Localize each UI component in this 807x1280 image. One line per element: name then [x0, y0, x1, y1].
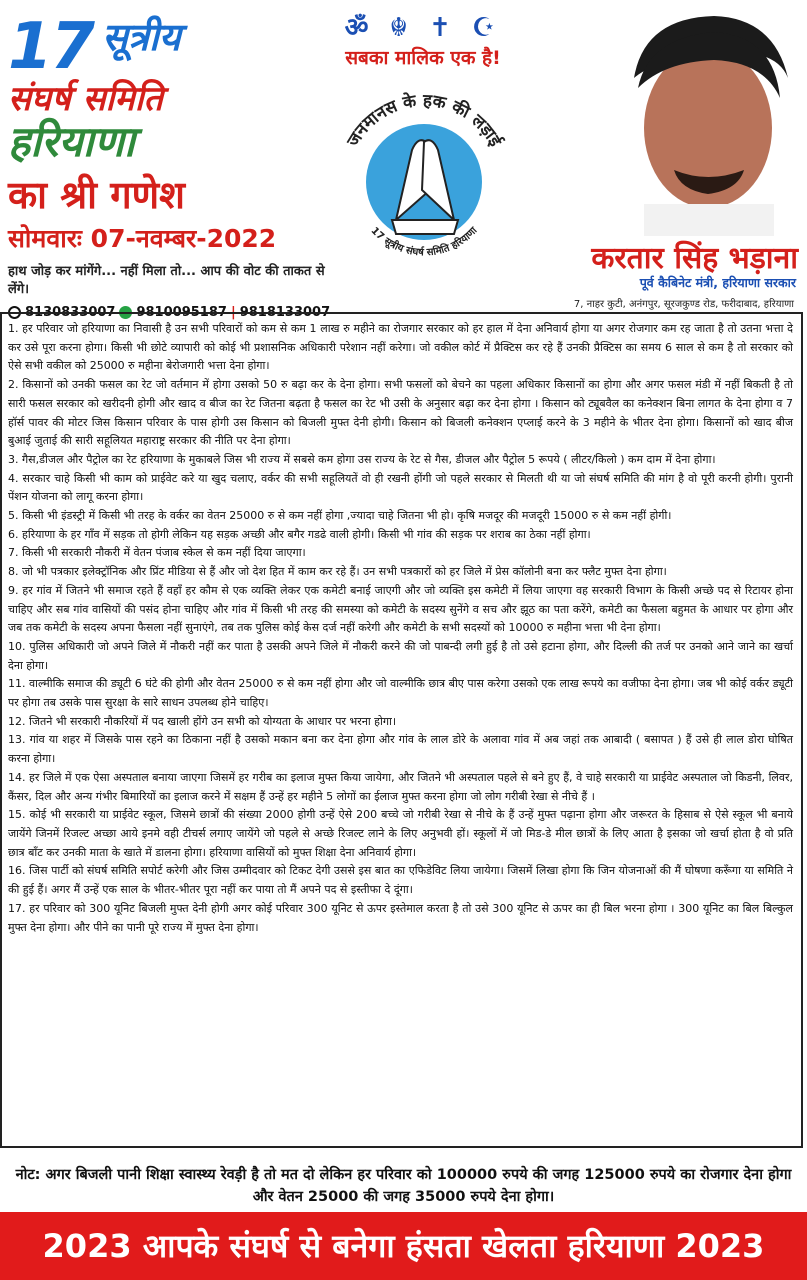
demand-point: 6. हरियाणा के हर गाँव में सड़क तो होगी लेकिन यह सड़क अच्छी और बगैर गडढे वाली होगी। किसी भी गांव की सड़क पर शराब का ठेका नहीं होगा।	[8, 527, 591, 541]
divider: |	[230, 305, 236, 320]
tagline: सबका मालिक एक है!	[345, 47, 501, 69]
demands-box	[0, 312, 803, 1148]
event-date: सोमवारः 07-नवम्बर-2022	[8, 224, 277, 253]
demand-point: 8. जो भी पत्रकार इलेक्ट्रॉनिक और प्रिंट मीडिया से हैं और जो देश हित में काम कर रहे हैं। उन सभी पत्रकारों को हर जिले में प्रेस कॉलोनी बना कर फ्लैट मुफ्त देना होगा।	[8, 565, 667, 579]
demand-point: 16. जिस पार्टी को संघर्ष समिति सपोर्ट करेगी और जिस उम्मीदवार को टिकट देगी उससे इस बात का एफिडेविट लिया जायेगा। जिसमें लिखा होगा कि जिन योजनाओं की मैं घोषणा करूँगा या समिति ने की हुई हैं। अगर मैं उन्हें एक साल के भीतर-भीतर पूरा नहीं कर पाया तो मैं अपने पद से इस्तीफा दे दूंगा।	[8, 864, 793, 897]
footer-note: नोट: अगर बिजली पानी शिक्षा स्वास्थ्य रेवड़ी है तो मत दो लेकिन हर परिवार को 100000 रुपये की जगह 125000 रुपये का रोजगार देना होगा और वेतन 25000 की जगह 35000 रुपये देना होगा।	[15, 1167, 792, 1205]
leader-address: 7, नाहर कुटी, अनंगपुर, सूरजकुण्ड रोड, फरीदाबाद, हरियाणा	[573, 299, 794, 310]
emblem-top-text: जनमानस के हक की लड़ाई	[343, 90, 505, 151]
demand-point: 17. हर परिवार को 300 यूनिट बिजली मुफ्त देनी होगी अगर कोई परिवार 300 यूनिट से ऊपर इस्तेमाल करता है तो उसे 300 यूनिट से ऊपर का ही बिल भरना होगा । 300 यूनिट का बिल बिल्कुल मुफ्त देना होगा। और पीने का पानी पूरे राज्य में मुफ्त देना होगा।	[8, 901, 793, 934]
demand-point: 11. वाल्मीकि समाज की ड्यूटी 6 घंटे की होगी और वेतन 25000 रु से कम नहीं होगा और जो वाल्मीकि छात्र बीए पास करेगा उसको एक लाख रूपये का वजीफा देना होगा। जब भी कोई वर्कर ड्यूटी पर होगा तब उसके पास सुरक्षा के सारे साधन उपलब्ध होने चाहिए।	[8, 677, 793, 710]
phone-3: 9818133007	[239, 305, 331, 320]
religion-symbols-icon: ॐ ☬ ✝ ☪	[344, 13, 502, 43]
title-sutriya: सूत्रीय	[102, 15, 181, 59]
demand-point: 5. किसी भी इंडस्ट्री में किसी भी तरह के वर्कर का वेतन 25000 रु से कम नहीं होगा ,ज्यादा चाहे जितना भी हो। कृषि मजदूर की मजदूरी 15000 रु से कम नहीं होगी।	[8, 509, 672, 523]
demand-point: 1. हर परिवार जो हरियाणा का निवासी है उन सभी परिवारों को कम से कम 1 लाख रु महीने का रोजगार सरकार को हर हाल में देना अनिवार्य होगा या अगर रोजगार कम रह जाता है तो उतना भत्ता दे कर उसे पूरा करना होगा। किसी भी छोटे व्यापारी को कोई भी प्रशासनिक अधिकारी परेशान नहीं करेगा। जो वकील कोर्ट में प्रैक्टिस कर रहे हैं उनकी प्रैक्टिस का समय 6 साल से कम है तो सरकार को ऐसे सभी वकील को 25000 रु महीना बेरोजगारी भत्ता देना होगा।	[8, 322, 793, 373]
title-sangharsh: संघर्ष समिति	[8, 79, 163, 119]
leader-name: करतार सिंह भड़ाना	[591, 241, 798, 276]
leader-block	[528, 8, 804, 312]
header	[0, 0, 807, 320]
emblem-bottom-text: 17 सूत्रीय संघर्ष समिति हरियाणा	[368, 225, 480, 259]
emblem-logo	[326, 70, 522, 280]
demand-point: 4. सरकार चाहे किसी भी काम को प्राईवेट करे या खुद चलाए, वर्कर की सभी सहूलियतें वो ही रखनी होंगी जो पहले सरकार से मिलती थी या जो संघर्ष समिति की मांग है वो पूरी करनी होगी। पुरानी पेंशन योजना को लागू करना होगा।	[8, 471, 793, 504]
demand-point: 12. जितने भी सरकारी नौकरियों में पद खाली होंगे उन सभी को योग्यता के आधार पर भरना होगा।	[8, 714, 397, 728]
title-ganesh: का श्री गणेश	[8, 173, 185, 217]
demand-point: 2. किसानों को उनकी फसल का रेट जो वर्तमान में होगा उसको 50 रु बढ़ा कर के देना होगा। सभी फसलों को बेचने का पहला अधिकार किसानों का होगा और अगर फसल मंडी में नहीं बिकती है तो सारी फसल सरकार को खरीदनी होगी और खाद व बीज का रेट जितना बढ़ता है फसल का रेट भी उसी के अनुसार बढ़ा कर देना होगा । किसान को ट्यूबवैल का कनेक्शन बिना लागत के देना होगा व 7 हॉर्स पावर की मोटर जिस किसान परिवार के पास होगी उस किसान को बिजली मुफ्त देनी होगी। किसान को बिजली कनेक्शन एप्लाई करने के 3 महीने के भीतर देना होगा। किसानों को खाद बीज बुआई जुताई की सारी सहूलियत महाराष्ट्र सरकार की नीति पर देना होगा।	[8, 378, 793, 448]
demand-point: 9. हर गांव में जितने भी समाज रहते हैं वहाँ हर कौम से एक व्यक्ति लेकर एक कमेटी बनाई जाएगी और जो व्यक्ति इस कमेटी में लिया जाएगा वह सरकारी विभाग के किसी अच्छे पद से रिटायर होना चाहिए और सब गांव वासियों की पसंद होना चाहिए और गांव में किसी भी तरह की समस्या को कमेटी के सदस्य सुनेंगे व सच और झूठ का पता करेंगे, कमेटी का फैसला बहुमत के आधार पर होगा और जब तक कमेटी के सदस्य अपना फैसला नहीं सुनाएंगे, तब तक पुलिस कोई केस दर्ज नहीं करेगी और कमेटी के सभी सदस्यों को 10000 रु महीना भत्ता भी देना होगा।	[8, 583, 793, 635]
title-block	[8, 10, 340, 320]
demand-point: 14. हर जिले में एक ऐसा अस्पताल बनाया जाएगा जिसमें हर गरीब का इलाज मुफ्त किया जायेगा, और जितने भी अस्पताल पहले से बने हुए हैं, वे चाहे सरकारी या प्राईवेट अस्पताल जो किडनी, लिवर, कैंसर, दिल और अन्य गंभीर बिमारियों का इलाज करने में सक्षम हैं उन्हें हर महीने 5 लोगों का ईलाज मुफ्त करना होगा जो लोग गरीबी रेखा से नीचे हैं ।	[8, 770, 793, 803]
slogan: हाथ जोड़ कर मांगेंगे... नहीं मिला तो... आप की वोट की ताकत से लेंगे।	[8, 264, 325, 297]
title-number: 17	[8, 10, 94, 84]
demand-point: 3. गैस,डीजल और पैट्रोल का रेट हरियाणा के मुकाबले जिस भी राज्य में सबसे कम होगा उस राज्य के रेट से गैस, डीजल और पैट्रोल 5 रूपये ( लीटर/किलो ) कम दाम में देना होगा।	[8, 452, 716, 466]
leader-photo	[604, 8, 800, 236]
phone-2: 9810095187	[136, 305, 227, 320]
demand-point: 7. किसी भी सरकारी नौकरी में वेतन पंजाब स्केल से कम नहीं दिया जाएगा।	[8, 546, 306, 560]
phone-1: 8130833007	[25, 305, 116, 320]
demand-point: 15. कोई भी सरकारी या प्राईवेट स्कूल, जिसमे छात्रों की संख्या 2000 होगी उन्हें ऐसे 200 बच्चे जो गरीबी रेखा से नीचे के हैं उन्हें मुफ्त पढ़ाना होगा और जरूरत के हिसाब से ऐसे स्कूल भी बनाये जायेंगे जिनमें रिजल्ट अच्छा आये इनमे वही टीचर्स लगाए जायेंगे जो पहले से अच्छे रिजल्ट लाने के लिए अनुभवी हों। स्कूलों में जो मिड-डे मील छात्रों के लिए आता है इसका जो खर्चा होता है वो प्रति छात्र बाँट कर उनकी माता के खाते में डालना होगा। हरियाणा वासियों को मुफ्त शिक्षा देना अनिवार्य होगा।	[8, 808, 793, 859]
demand-point: 10. पुलिस अधिकारी जो अपने जिले में नौकरी नहीं कर पाता है उसकी अपने जिले में नौकरी करने की जो पाबन्दी लगी हुई है तो उसे हटाना होगा, और दिल्ली की तर्ज पर उनको आने जाने का खर्चा देना होगा।	[8, 639, 793, 672]
leader-designation: पूर्व कैबिनेट मंत्री, हरियाणा सरकार	[639, 275, 796, 290]
emblem-block	[318, 8, 528, 308]
demand-point: 13. गांव या शहर में जिसके पास रहने का ठिकाना नहीं है उसको मकान बना कर देना होगा और गांव के लाल डोरे के अलावा गांव में अब जहां तक आबादी ( बसापत ) हैं उसे ही लाल डोरा घोषित करना होगा।	[8, 733, 793, 766]
bottom-banner: 2023 आपके संघर्ष से बनेगा हंसता खेलता हरियाणा 2023	[0, 1212, 807, 1280]
title-haryana: हरियाणा	[8, 117, 135, 166]
